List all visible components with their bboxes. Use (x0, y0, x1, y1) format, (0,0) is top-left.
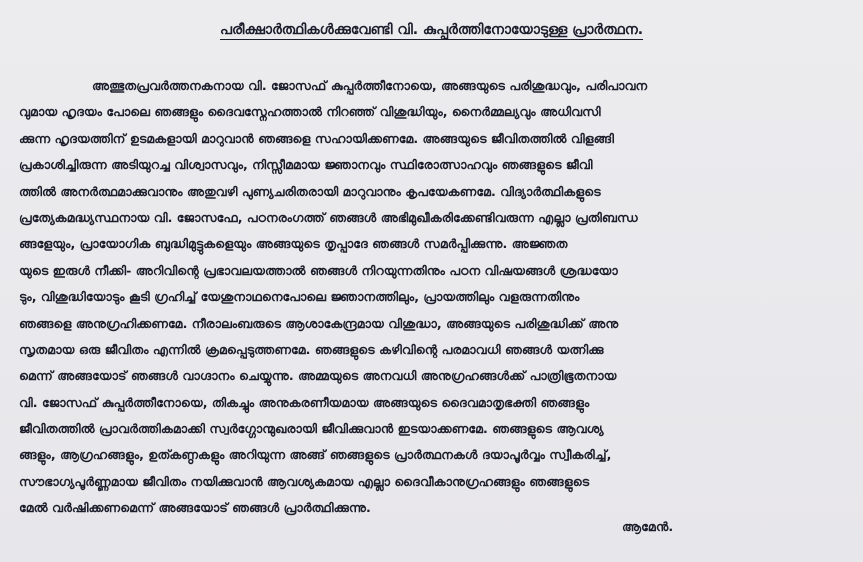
prayer-line-10: ഞങ്ങളെ അനുഗ്രഹിക്കണമേ. നീരാലംബരുടെ ആശാകേന്ദ്രമായ വിശുദ്ധാ, അങ്ങയുടെ പരിശുദ്ധിക്ക് അനു (19, 315, 619, 331)
prayer-line-17: മേൽ വർഷിക്കണമെന്ന് അങ്ങയോട് ഞങ്ങൾ പ്രാർത്ഥിക്കുന്നു. (19, 500, 371, 516)
prayer-line-14: ജീവിതത്തിൽ പ്രാവർത്തികമാക്കി സ്വർഗ്ഗോന്മുഖരായി ജീവിക്കുവാൻ ഇടയാക്കണമേ. ഞങ്ങളുടെ ആവശ്യ (19, 421, 604, 437)
prayer-line-5: ത്തിൽ അനർത്ഥമാക്കുവാനും അതുവഴി പുണ്യചരിതരായി മാറുവാനും കൃപയേകണമേ. വിദ്യാർത്ഥികളുടെ (19, 183, 601, 199)
prayer-line-13: വി. ജോസഫ് കുപ്പർത്തീനോയെ, തികച്ചും അനുകരണീയമായ അങ്ങയുടെ ദൈവമാതൃഭക്തി ഞങ്ങളും (19, 394, 590, 410)
prayer-line-15: ങ്ങളും, ആഗ്രഹങ്ങളും, ഉത്കണ്ഠകളും അറിയുന്ന അങ്ങ് ഞങ്ങളുടെ പ്രാർത്ഥനകൾ ദയാപൂർവ്വം സ്വീകരിച്ച്, (19, 447, 612, 463)
prayer-line-11: സൃതമായ ഒരു ജീവിതം എന്നിൽ ക്രമപ്പെടുത്തണമേ. ഞങ്ങളുടെ കഴിവിന്റെ പരമാവധി ഞങ്ങൾ യത്നിക്കു (19, 341, 604, 357)
prayer-line-6: പ്രത്യേകമദ്ധ്യസ്ഥനായ വി. ജോസഫേ, പഠനരംഗത്ത് ഞങ്ങൾ അഭിമുഖീകരിക്കേണ്ടിവരുന്ന എല്ലാ പ്രതിബന്ധ (19, 209, 638, 225)
closing-amen: ആമേൻ. (622, 519, 674, 534)
prayer-line-12: മെന്ന് അങ്ങയോട് ഞങ്ങൾ വാഗ്ദാനം ചെയ്യുന്നു. അമ്മയുടെ അനവധി അനുഗ്രഹങ്ങൾക്ക് പാത്രിഭൂതനായ (19, 368, 617, 384)
document-title-text: പരീക്ഷാർത്ഥികൾക്കുവേണ്ടി വി. കുപ്പർത്തിനോയോടുള്ള പ്രാർത്ഥന. (219, 22, 644, 38)
prayer-line-2: വുമായ ഹൃദയം പോലെ ഞങ്ങളും ദൈവസ്നേഹത്താൽ നിറഞ്ഞ് വിശുദ്ധിയും, നൈർമ്മല്യവും അധിവസി (19, 104, 601, 120)
prayer-line-8: യുടെ ഇരുൾ നീക്കി- അറിവിന്റെ പ്രഭാവലയത്താൽ ഞങ്ങൾ നിറയുന്നതിനും പഠന വിഷയങ്ങൾ ശ്രദ്ധയോ (19, 262, 618, 278)
prayer-body (19, 73, 854, 522)
prayer-line-1: അത്ഭുതപ്രവർത്തനകനായ വി. ജോസഫ് കുപ്പർത്തീനോയെ, അങ്ങയുടെ പരിശുദ്ധവും, പരിപാവന (92, 78, 648, 93)
prayer-line-7: ങ്ങളേയും, പ്രായോഗിക ബുദ്ധിമുട്ടുകളെയും അങ്ങയുടെ തൃപ്പാദേ ഞങ്ങൾ സമർപ്പിക്കുന്നു. അജ്ഞത (19, 236, 568, 252)
prayer-line-9: ടും, വിശുദ്ധിയോടും കൂടി ഗ്രഹിച്ച് യേശുനാഥനെപോലെ ജ്ഞാനത്തിലും, പ്രായത്തിലും വളരുന്നതിനും (19, 289, 580, 305)
document-title (0, 22, 863, 38)
prayer-line-4: പ്രകാശിച്ചിരുന്ന അടിയുറച്ച വിശ്വാസവും, നിസ്സീമമായ ജ്ഞാനവും സ്ഥിരോത്സാഹവും ഞങ്ങളുടെ ജീവി (19, 157, 593, 173)
prayer-line-16: സൗഭാഗ്യപൂർണ്ണമായ ജീവിതം നയിക്കുവാൻ ആവശ്യകമായ എല്ലാ ദൈവീകാനുഗ്രഹങ്ങളും ഞങ്ങളുടെ (19, 473, 590, 489)
prayer-line-3: ക്കുന്ന ഹൃദയത്തിന് ഉടമകളായി മാറുവാൻ ഞങ്ങളെ സഹായിക്കണമേ. അങ്ങയുടെ ജീവിതത്തിൽ വിളങ്ങി (19, 130, 614, 146)
